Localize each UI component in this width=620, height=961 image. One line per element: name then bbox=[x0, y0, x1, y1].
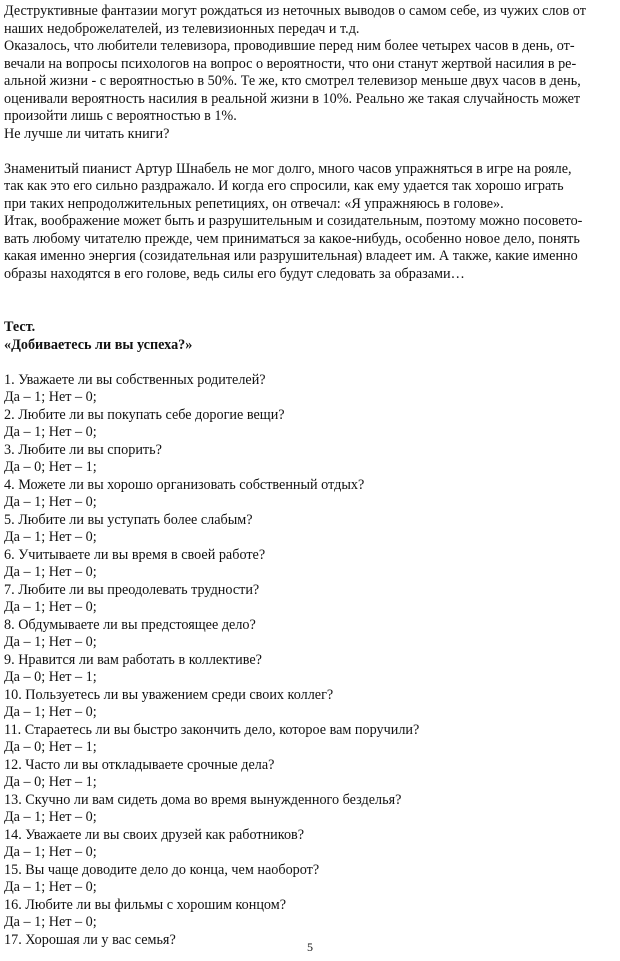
text-line: так как это его сильно раздражало. И когда его спросили, как ему удается так хорошо играть bbox=[4, 178, 564, 194]
test-question: 13. Скучно ли вам сидеть дома во время вынужденного безделья? bbox=[4, 791, 402, 808]
test-question: 17. Хорошая ли у вас семья? bbox=[4, 931, 176, 948]
test-answer-scoring: Да – 1; Нет – 0; bbox=[4, 844, 97, 860]
test-question: 11. Стараетесь ли вы быстро закончить дело, которое вам поручили? bbox=[4, 721, 420, 738]
text-line: вать любому читателю прежде, чем приниматься за какое-нибудь, особенно новое дело, понять bbox=[4, 230, 580, 247]
text-line: Знаменитый пианист Артур Шнабель не мог долго, много часов упражняться в игре на рояле, bbox=[4, 160, 572, 177]
paragraph-spacer bbox=[4, 354, 616, 372]
test-question: 2. Любите ли вы покупать себе дорогие вещи? bbox=[4, 406, 285, 423]
text-line: Не лучше ли читать книги? bbox=[4, 125, 170, 142]
test-question: 5. Любите ли вы уступать более слабым? bbox=[4, 511, 253, 528]
test-question-list bbox=[4, 372, 616, 950]
test-answer-scoring: Да – 1; Нет – 0; bbox=[4, 424, 97, 440]
story-paragraph bbox=[4, 161, 616, 284]
text-line: Итак, воображение может быть и разрушительным и созидательным, поэтому можно посовето- bbox=[4, 213, 583, 229]
test-answer-scoring: Да – 0; Нет – 1; bbox=[4, 669, 97, 685]
test-answer-scoring: Да – 0; Нет – 1; bbox=[4, 459, 97, 475]
text-line: какая именно энергия (созидательная или разрушительная) владеет им. А также, какие именно bbox=[4, 248, 578, 264]
test-question: 6. Учитываете ли вы время в своей работе? bbox=[4, 546, 266, 563]
test-answer-scoring: Да – 0; Нет – 1; bbox=[4, 774, 97, 790]
text-line: при таких непродолжительных репетициях, он отвечал: «Я упражняюсь в голове». bbox=[4, 195, 504, 212]
test-question: 9. Нравится ли вам работать в коллективе? bbox=[4, 651, 262, 668]
test-answer-scoring: Да – 1; Нет – 0; bbox=[4, 529, 97, 545]
test-answer-scoring: Да – 1; Нет – 0; bbox=[4, 809, 97, 825]
section-spacer bbox=[4, 283, 616, 319]
test-answer-scoring: Да – 1; Нет – 0; bbox=[4, 704, 97, 720]
test-question: 3. Любите ли вы спорить? bbox=[4, 441, 162, 458]
test-answer-scoring: Да – 1; Нет – 0; bbox=[4, 914, 97, 930]
document-page bbox=[4, 3, 616, 949]
test-answer-scoring: Да – 1; Нет – 0; bbox=[4, 599, 97, 615]
test-question: 12. Часто ли вы откладываете срочные дела? bbox=[4, 756, 275, 773]
test-answer-scoring: Да – 1; Нет – 0; bbox=[4, 389, 97, 405]
test-title: «Добиваетесь ли вы успеха?» bbox=[4, 336, 193, 353]
test-answer-scoring: Да – 0; Нет – 1; bbox=[4, 739, 97, 755]
test-heading: Тест. bbox=[4, 319, 36, 335]
test-question: 7. Любите ли вы преодолевать трудности? bbox=[4, 581, 260, 598]
test-question: 10. Пользуетесь ли вы уважением среди своих коллег? bbox=[4, 686, 334, 703]
test-question: 14. Уважаете ли вы своих друзей как работников? bbox=[4, 826, 305, 843]
test-answer-scoring: Да – 1; Нет – 0; bbox=[4, 564, 97, 580]
text-line: наших недоброжелателей, из телевизионных передач и т.д. bbox=[4, 20, 360, 37]
text-line: Деструктивные фантазии могут рождаться из неточных выводов о самом себе, из чужих слов от bbox=[4, 3, 586, 19]
text-line: произойти лишь с вероятностью в 1%. bbox=[4, 108, 237, 124]
paragraph-spacer bbox=[4, 143, 616, 161]
test-answer-scoring: Да – 1; Нет – 0; bbox=[4, 494, 97, 510]
test-question: 4. Можете ли вы хорошо организовать собственный отдых? bbox=[4, 476, 365, 493]
intro-paragraph bbox=[4, 3, 616, 143]
text-line: вечали на вопросы психологов на вопрос о вероятности, что они станут жертвой насилия в ре- bbox=[4, 55, 577, 72]
text-line: оценивали вероятность насилия в реальной жизни в 10%. Реально же такая случайность может bbox=[4, 90, 581, 107]
test-question: 1. Уважаете ли вы собственных родителей? bbox=[4, 371, 266, 388]
text-line: альной жизни - с вероятностью в 50%. Те же, кто смотрел телевизор меньше двух часов в день, bbox=[4, 73, 581, 89]
test-question: 16. Любите ли вы фильмы с хорошим концом? bbox=[4, 896, 287, 913]
text-line: образы находятся в его голове, ведь силы его будут следовать за образами… bbox=[4, 265, 465, 282]
test-question: 15. Вы чаще доводите дело до конца, чем наоборот? bbox=[4, 861, 320, 878]
page-number: 5 bbox=[307, 940, 313, 954]
text-line: Оказалось, что любители телевизора, проводившие перед ним более четырех часов в день, от- bbox=[4, 38, 575, 54]
test-answer-scoring: Да – 1; Нет – 0; bbox=[4, 879, 97, 895]
test-answer-scoring: Да – 1; Нет – 0; bbox=[4, 634, 97, 650]
test-question: 8. Обдумываете ли вы предстоящее дело? bbox=[4, 616, 256, 633]
